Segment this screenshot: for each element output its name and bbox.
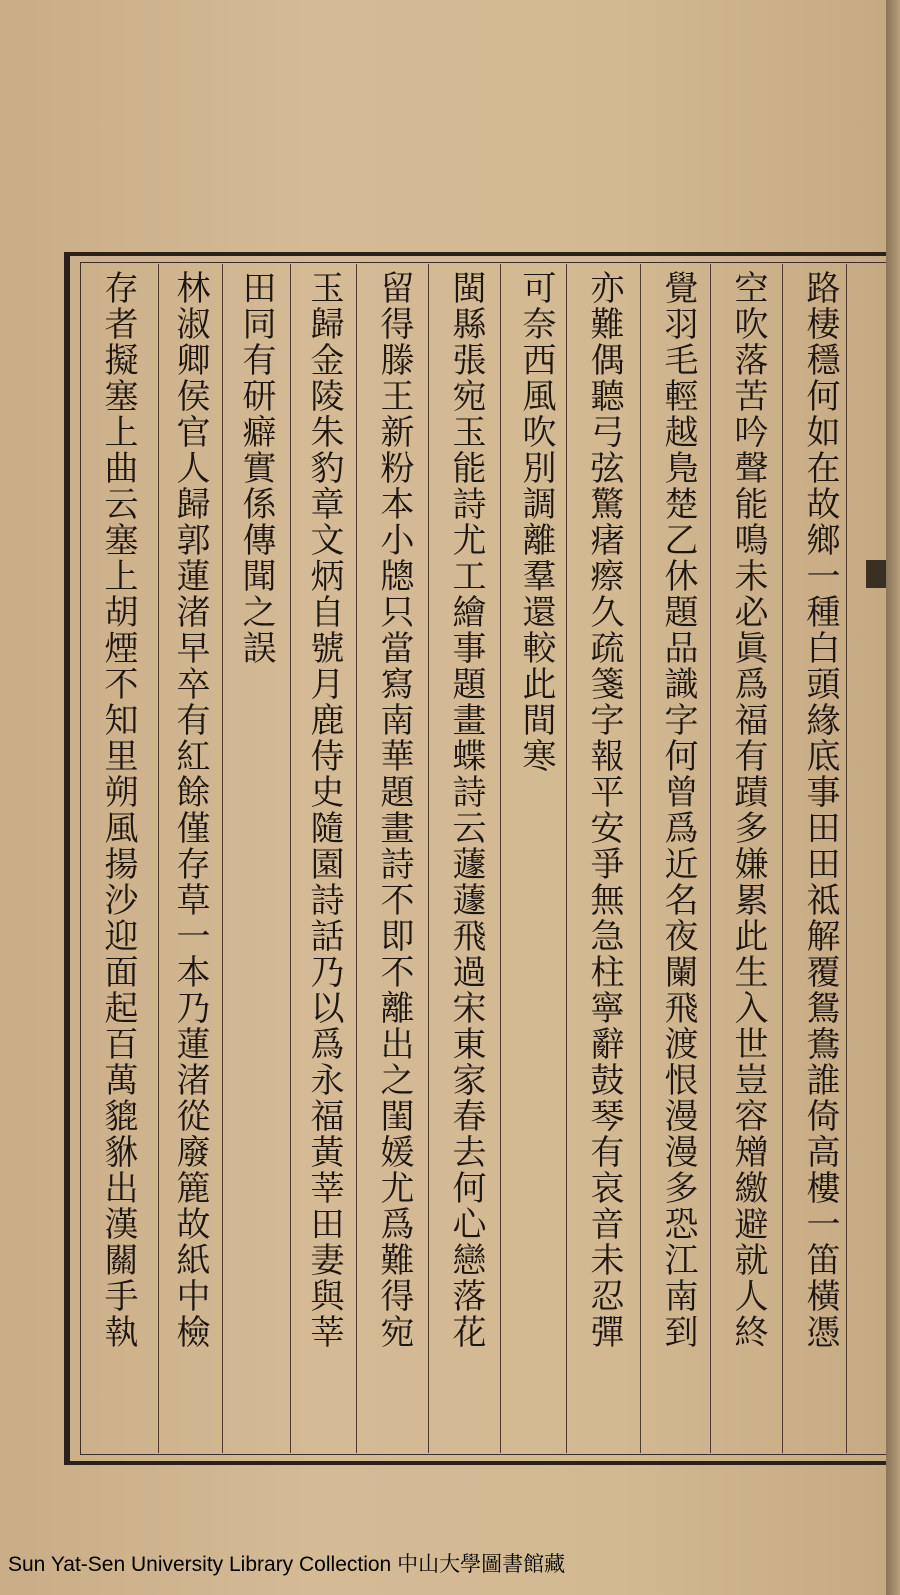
column-rule [356, 264, 357, 1453]
text-column-4: 亦難偶聽弓弦驚瘏瘵久疏箋字報平安爭無急柱寧辭鼓琴有哀音未忍彈 [584, 270, 624, 1350]
column-rule [290, 264, 291, 1453]
column-rule [566, 264, 567, 1453]
column-rule [222, 264, 223, 1453]
column-rule [640, 264, 641, 1453]
column-rule [710, 264, 711, 1453]
column-rule [428, 264, 429, 1453]
column-rule [500, 264, 501, 1453]
text-column-1: 路棲穩何如在故鄉一種白頭緣底事田田祗解覆鴛鴦誰倚高樓一笛橫憑 [800, 270, 840, 1350]
text-column-9: 田同有研癖實係傳聞之誤 [236, 270, 276, 666]
text-column-11: 存者擬塞上曲云塞上胡煙不知里朔風揚沙迎面起百萬貔貅出漢關手執 [98, 270, 138, 1350]
text-column-8: 玉歸金陵朱豹章文炳自號月鹿侍史隨園詩話乃以爲永福黃莘田妻與莘 [304, 270, 344, 1350]
text-column-3: 覺羽毛輕越鳬楚乙休題品識字何曾爲近名夜闌飛渡恨漫漫多恐江南到 [658, 270, 698, 1350]
library-credit: Sun Yat-Sen University Library Collection 中山大學圖書館藏 [8, 1553, 566, 1576]
column-rule [846, 264, 847, 1453]
text-column-7: 留得滕王新粉本小牕只當寫南華題畫詩不即不離出之閨媛尤爲難得宛 [374, 270, 414, 1350]
text-column-10: 林淑卿侯官人歸郭蓮渚早卒有紅餘僅存草一本乃蓮渚從廢簏故紙中檢 [170, 270, 210, 1350]
column-rule [782, 264, 783, 1453]
text-column-5: 可奈西風吹別調離羣還較此間寒 [516, 270, 556, 774]
text-column-6: 閩縣張宛玉能詩尤工繪事題畫蝶詩云蘧蘧飛過宋東家春去何心戀落花 [446, 270, 486, 1350]
text-column-2: 空吹落苦吟聲能鳴未必眞爲福有蹟多嫌累此生入世豈容矰繳避就人終 [728, 270, 768, 1350]
column-rule [158, 264, 159, 1453]
page-edge [886, 0, 900, 1595]
